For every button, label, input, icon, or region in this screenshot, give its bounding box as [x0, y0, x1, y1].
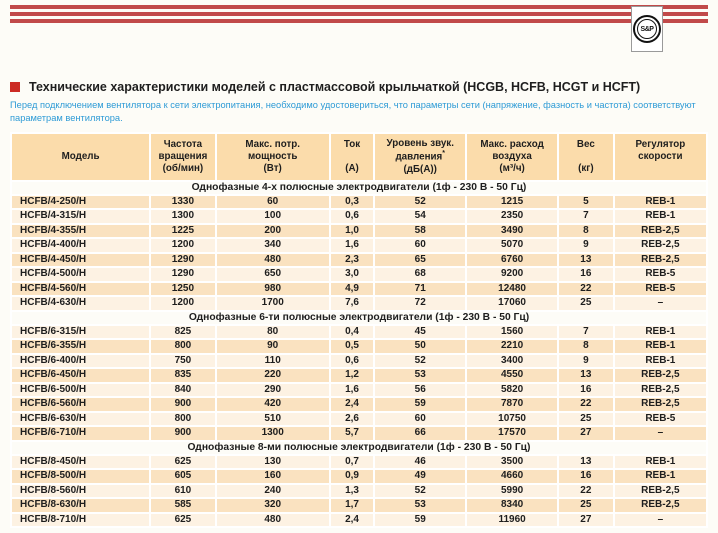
- table-row: [11, 267, 707, 282]
- red-stripe: [10, 19, 708, 23]
- specs-table-head: [11, 133, 707, 181]
- value-cell-regulator: REB-2,5: [614, 224, 707, 239]
- value-cell-speed: 900: [150, 426, 215, 441]
- value-cell-weight: 22: [558, 282, 614, 297]
- table-row: [11, 469, 707, 484]
- value-cell-regulator: REB-2,5: [614, 368, 707, 383]
- value-cell-airflow: 1560: [466, 325, 558, 340]
- value-cell-current: 1,7: [330, 498, 375, 513]
- value-cell-speed: 825: [150, 325, 215, 340]
- value-cell-regulator: REB-5: [614, 267, 707, 282]
- value-cell-current: 0,5: [330, 339, 375, 354]
- value-cell-power: 60: [216, 195, 330, 210]
- column-header-power: Макс. потр. мощность (Вт): [216, 133, 330, 181]
- value-cell-noise: 52: [374, 354, 466, 369]
- value-cell-airflow: 17060: [466, 296, 558, 311]
- section-header-row: [11, 441, 707, 455]
- column-header-noise: Уровень звук. давления* (дБ(А)): [374, 133, 466, 181]
- value-cell-power: 220: [216, 368, 330, 383]
- value-cell-speed: 1200: [150, 238, 215, 253]
- value-cell-noise: 53: [374, 368, 466, 383]
- value-cell-noise: 60: [374, 412, 466, 427]
- value-cell-airflow: 11960: [466, 513, 558, 528]
- value-cell-current: 0,7: [330, 455, 375, 470]
- table-row: [11, 354, 707, 369]
- column-header-regulator: Регулятор скорости: [614, 133, 707, 181]
- value-cell-airflow: 2210: [466, 339, 558, 354]
- value-cell-current: 5,7: [330, 426, 375, 441]
- model-cell: HCFB/4-630/H: [11, 296, 150, 311]
- page-title-row: [10, 80, 708, 94]
- value-cell-speed: 750: [150, 354, 215, 369]
- value-cell-regulator: REB-5: [614, 282, 707, 297]
- model-cell: HCFB/8-710/H: [11, 513, 150, 528]
- value-cell-airflow: 12480: [466, 282, 558, 297]
- value-cell-noise: 52: [374, 195, 466, 210]
- value-cell-current: 2,4: [330, 397, 375, 412]
- value-cell-power: 80: [216, 325, 330, 340]
- model-cell: HCFB/4-250/H: [11, 195, 150, 210]
- value-cell-power: 480: [216, 253, 330, 268]
- table-row: [11, 195, 707, 210]
- value-cell-current: 1,2: [330, 368, 375, 383]
- value-cell-regulator: REB-1: [614, 455, 707, 470]
- value-cell-power: 110: [216, 354, 330, 369]
- value-cell-airflow: 6760: [466, 253, 558, 268]
- model-cell: HCFB/4-560/H: [11, 282, 150, 297]
- table-row: [11, 513, 707, 528]
- table-row: [11, 339, 707, 354]
- value-cell-weight: 16: [558, 383, 614, 398]
- value-cell-regulator: REB-2,5: [614, 383, 707, 398]
- value-cell-weight: 22: [558, 397, 614, 412]
- value-cell-regulator: REB-1: [614, 325, 707, 340]
- value-cell-speed: 800: [150, 339, 215, 354]
- value-cell-noise: 60: [374, 238, 466, 253]
- value-cell-power: 650: [216, 267, 330, 282]
- table-row: [11, 325, 707, 340]
- value-cell-noise: 56: [374, 383, 466, 398]
- red-square-bullet-icon: [10, 82, 20, 92]
- column-header-current: Ток (А): [330, 133, 375, 181]
- value-cell-regulator: REB-2,5: [614, 484, 707, 499]
- model-cell: HCFB/4-315/H: [11, 209, 150, 224]
- value-cell-speed: 1200: [150, 296, 215, 311]
- column-header-speed: Частота вращения (об/мин): [150, 133, 215, 181]
- section-header-row: [11, 181, 707, 195]
- value-cell-weight: 27: [558, 426, 614, 441]
- value-cell-weight: 9: [558, 354, 614, 369]
- value-cell-noise: 68: [374, 267, 466, 282]
- value-cell-speed: 1290: [150, 253, 215, 268]
- column-header-weight: Вес (кг): [558, 133, 614, 181]
- table-row: [11, 383, 707, 398]
- value-cell-current: 0,4: [330, 325, 375, 340]
- sp-logo-outer-ring: [633, 15, 661, 43]
- model-cell: HCFB/4-400/H: [11, 238, 150, 253]
- column-header-row: [11, 133, 707, 181]
- section-header-row: [11, 311, 707, 325]
- value-cell-regulator: REB-1: [614, 195, 707, 210]
- value-cell-weight: 22: [558, 484, 614, 499]
- value-cell-regulator: REB-2,5: [614, 238, 707, 253]
- value-cell-regulator: –: [614, 296, 707, 311]
- value-cell-speed: 605: [150, 469, 215, 484]
- section-title: Однофазные 6-ти полюсные электродвигатели (1ф - 230 В - 50 Гц): [11, 311, 707, 325]
- model-cell: HCFB/6-355/H: [11, 339, 150, 354]
- value-cell-noise: 53: [374, 498, 466, 513]
- value-cell-speed: 835: [150, 368, 215, 383]
- value-cell-current: 1,6: [330, 383, 375, 398]
- value-cell-regulator: REB-2,5: [614, 397, 707, 412]
- model-cell: HCFB/6-630/H: [11, 412, 150, 427]
- value-cell-noise: 66: [374, 426, 466, 441]
- table-row: [11, 282, 707, 297]
- model-cell: HCFB/6-710/H: [11, 426, 150, 441]
- model-cell: HCFB/4-450/H: [11, 253, 150, 268]
- value-cell-power: 130: [216, 455, 330, 470]
- value-cell-weight: 7: [558, 209, 614, 224]
- value-cell-current: 2,4: [330, 513, 375, 528]
- value-cell-airflow: 17570: [466, 426, 558, 441]
- value-cell-airflow: 5070: [466, 238, 558, 253]
- value-cell-current: 2,6: [330, 412, 375, 427]
- value-cell-noise: 46: [374, 455, 466, 470]
- intro-note: Перед подключением вентилятора к сети электропитания, необходимо удостовериться, что параметры сети (напряжение, фазность и частота) соответствуют параметрам вентилятора.: [10, 100, 696, 124]
- value-cell-weight: 13: [558, 368, 614, 383]
- value-cell-power: 290: [216, 383, 330, 398]
- value-cell-noise: 58: [374, 224, 466, 239]
- value-cell-current: 1,0: [330, 224, 375, 239]
- value-cell-power: 1300: [216, 426, 330, 441]
- value-cell-weight: 25: [558, 412, 614, 427]
- model-cell: HCFB/6-560/H: [11, 397, 150, 412]
- value-cell-weight: 5: [558, 195, 614, 210]
- value-cell-noise: 45: [374, 325, 466, 340]
- value-cell-current: 0,6: [330, 354, 375, 369]
- section-title: Однофазные 8-ми полюсные электродвигатели (1ф - 230 В - 50 Гц): [11, 441, 707, 455]
- value-cell-current: 0,9: [330, 469, 375, 484]
- value-cell-power: 100: [216, 209, 330, 224]
- value-cell-speed: 1290: [150, 267, 215, 282]
- value-cell-noise: 50: [374, 339, 466, 354]
- value-cell-noise: 72: [374, 296, 466, 311]
- value-cell-power: 980: [216, 282, 330, 297]
- value-cell-noise: 71: [374, 282, 466, 297]
- value-cell-weight: 13: [558, 253, 614, 268]
- value-cell-airflow: 3500: [466, 455, 558, 470]
- value-cell-speed: 1300: [150, 209, 215, 224]
- table-row: [11, 397, 707, 412]
- table-row: [11, 455, 707, 470]
- value-cell-speed: 800: [150, 412, 215, 427]
- value-cell-current: 7,6: [330, 296, 375, 311]
- value-cell-power: 1700: [216, 296, 330, 311]
- value-cell-weight: 16: [558, 469, 614, 484]
- value-cell-noise: 59: [374, 513, 466, 528]
- value-cell-airflow: 7870: [466, 397, 558, 412]
- value-cell-regulator: –: [614, 513, 707, 528]
- value-cell-power: 240: [216, 484, 330, 499]
- table-row: [11, 238, 707, 253]
- value-cell-weight: 13: [558, 455, 614, 470]
- value-cell-speed: 625: [150, 513, 215, 528]
- value-cell-current: 1,3: [330, 484, 375, 499]
- value-cell-airflow: 9200: [466, 267, 558, 282]
- red-stripe: [10, 5, 708, 9]
- specs-table: [10, 132, 708, 528]
- value-cell-power: 200: [216, 224, 330, 239]
- table-row: [11, 253, 707, 268]
- value-cell-current: 2,3: [330, 253, 375, 268]
- value-cell-power: 320: [216, 498, 330, 513]
- model-cell: HCFB/8-630/H: [11, 498, 150, 513]
- specs-table-body: [11, 181, 707, 528]
- table-row: [11, 498, 707, 513]
- model-cell: HCFB/8-500/H: [11, 469, 150, 484]
- brand-stripes: [10, 0, 708, 23]
- model-cell: HCFB/6-315/H: [11, 325, 150, 340]
- value-cell-airflow: 5990: [466, 484, 558, 499]
- sp-logo: [631, 6, 663, 52]
- table-row: [11, 209, 707, 224]
- value-cell-noise: 59: [374, 397, 466, 412]
- value-cell-airflow: 3490: [466, 224, 558, 239]
- value-cell-speed: 1250: [150, 282, 215, 297]
- column-header-airflow: Макс. расход воздуха (м³/ч): [466, 133, 558, 181]
- table-row: [11, 368, 707, 383]
- value-cell-weight: 7: [558, 325, 614, 340]
- value-cell-noise: 54: [374, 209, 466, 224]
- table-row: [11, 426, 707, 441]
- value-cell-current: 0,3: [330, 195, 375, 210]
- table-row: [11, 484, 707, 499]
- value-cell-current: 0,6: [330, 209, 375, 224]
- value-cell-noise: 49: [374, 469, 466, 484]
- value-cell-speed: 1225: [150, 224, 215, 239]
- value-cell-airflow: 8340: [466, 498, 558, 513]
- value-cell-airflow: 10750: [466, 412, 558, 427]
- value-cell-noise: 52: [374, 484, 466, 499]
- value-cell-airflow: 4660: [466, 469, 558, 484]
- value-cell-power: 420: [216, 397, 330, 412]
- model-cell: HCFB/6-500/H: [11, 383, 150, 398]
- value-cell-airflow: 1215: [466, 195, 558, 210]
- value-cell-regulator: REB-1: [614, 339, 707, 354]
- value-cell-power: 160: [216, 469, 330, 484]
- model-cell: HCFB/4-500/H: [11, 267, 150, 282]
- section-title: Однофазные 4-х полюсные электродвигатели (1ф - 230 В - 50 Гц): [11, 181, 707, 195]
- value-cell-speed: 1330: [150, 195, 215, 210]
- value-cell-current: 1,6: [330, 238, 375, 253]
- value-cell-weight: 25: [558, 296, 614, 311]
- value-cell-weight: 9: [558, 238, 614, 253]
- value-cell-current: 4,9: [330, 282, 375, 297]
- model-cell: HCFB/6-400/H: [11, 354, 150, 369]
- value-cell-weight: 25: [558, 498, 614, 513]
- value-cell-regulator: REB-2,5: [614, 498, 707, 513]
- value-cell-airflow: 4550: [466, 368, 558, 383]
- value-cell-power: 340: [216, 238, 330, 253]
- value-cell-regulator: REB-2,5: [614, 253, 707, 268]
- value-cell-speed: 585: [150, 498, 215, 513]
- model-cell: HCFB/4-355/H: [11, 224, 150, 239]
- model-cell: HCFB/8-560/H: [11, 484, 150, 499]
- red-stripe: [10, 12, 708, 16]
- value-cell-airflow: 3400: [466, 354, 558, 369]
- model-cell: HCFB/8-450/H: [11, 455, 150, 470]
- value-cell-weight: 27: [558, 513, 614, 528]
- table-row: [11, 224, 707, 239]
- value-cell-speed: 625: [150, 455, 215, 470]
- sp-logo-text: S&P: [637, 19, 657, 39]
- value-cell-airflow: 2350: [466, 209, 558, 224]
- value-cell-speed: 840: [150, 383, 215, 398]
- page-title: Технические характеристики моделей с пластмассовой крыльчаткой (HCGB, HCFB, HCGT и HCFT): [29, 80, 641, 94]
- value-cell-power: 480: [216, 513, 330, 528]
- value-cell-weight: 8: [558, 224, 614, 239]
- value-cell-airflow: 5820: [466, 383, 558, 398]
- value-cell-speed: 610: [150, 484, 215, 499]
- value-cell-regulator: –: [614, 426, 707, 441]
- table-row: [11, 296, 707, 311]
- value-cell-regulator: REB-5: [614, 412, 707, 427]
- value-cell-weight: 8: [558, 339, 614, 354]
- model-cell: HCFB/6-450/H: [11, 368, 150, 383]
- value-cell-regulator: REB-1: [614, 469, 707, 484]
- value-cell-weight: 16: [558, 267, 614, 282]
- value-cell-speed: 900: [150, 397, 215, 412]
- column-header-model: Модель: [11, 133, 150, 181]
- value-cell-noise: 65: [374, 253, 466, 268]
- table-row: [11, 412, 707, 427]
- value-cell-regulator: REB-1: [614, 209, 707, 224]
- value-cell-regulator: REB-1: [614, 354, 707, 369]
- value-cell-current: 3,0: [330, 267, 375, 282]
- value-cell-power: 510: [216, 412, 330, 427]
- value-cell-power: 90: [216, 339, 330, 354]
